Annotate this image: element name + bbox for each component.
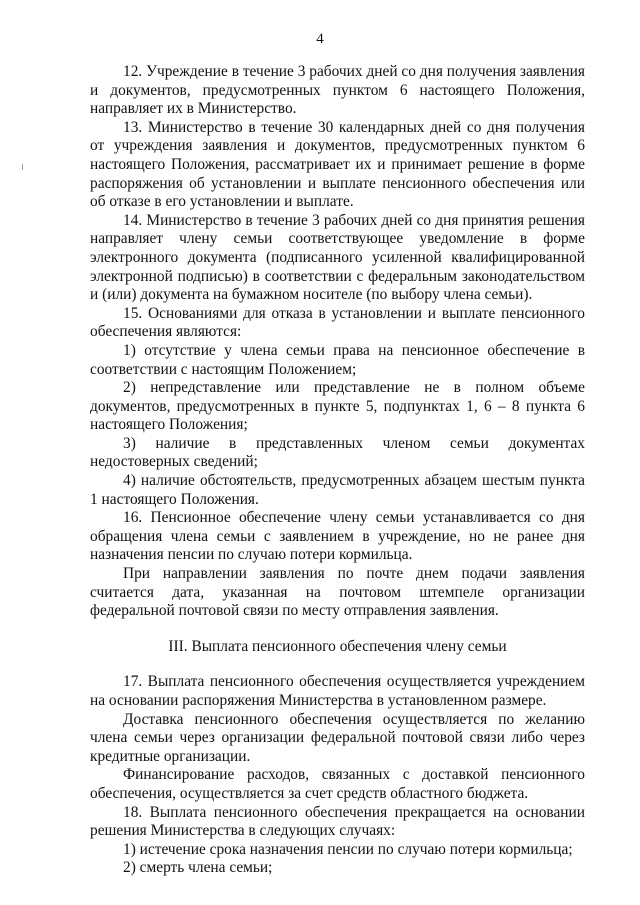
paragraph-18-item-1: 1) истечение срока назначения пенсии по случаю потери кормильца;: [123, 840, 573, 858]
paragraph-15: 15. Основаниями для отказа в установлении и выплате пенсионного обеспечения являются:: [90, 304, 585, 341]
paragraph-18-item-2: 2) смерть члена семьи;: [123, 859, 273, 877]
paragraph-15-item-4: 4) наличие обстоятельств, предусмотренных абзацем шестым пункта 1 настоящего Положения.: [90, 472, 585, 508]
paragraph-12: 12. Учреждение в течение 3 рабочих дней со дня получения заявления и документов, предусмотренных пунктом 6 настоящего Положения, направляет их в Министерство.: [90, 63, 585, 118]
paragraph-15-item-2: 2) непредставление или представление не в полном объеме документов, предусмотренных в пункте 5, подпунктах 1, 6 – 8 пункта 6 настоящего Положения;: [90, 379, 585, 434]
paragraph-14: 14. Министерство в течение 3 рабочих дней со дня принятия решения направляет члену семьи соответствующее уведомление в форме электронного документа (подписанного усиленной квалифицированной электронной подписью) в соответствии с федеральным законодательством и (или) документа на бумажном носителе (по выбору члена семьи).: [90, 211, 585, 304]
paragraph-15-item-3: 3) наличие в представленных членом семьи документах недостоверных сведений;: [90, 434, 585, 471]
scan-artifact-mark: [22, 164, 23, 170]
paragraph-15-item-1: 1) отсутствие у члена семьи права на пенсионное обеспечение в соответствии с настоящим Положением;: [90, 341, 585, 378]
paragraph-18: 18. Выплата пенсионного обеспечения прекращается на основании решения Министерства в следующих случаях:: [90, 803, 585, 840]
paragraph-16: 16. Пенсионное обеспечение члену семьи устанавливается со дня обращения члена семьи с заявлением в учреждение, но не ранее дня назначения пенсии по случаю потери кормильца.: [90, 509, 585, 564]
paragraph-16-mail: При направлении заявления по почте днем подачи заявления считается дата, указанная на почтовом штемпеле организации федеральной почтовой связи по месту отправления заявления.: [90, 565, 585, 620]
paragraph-17-delivery: Доставка пенсионного обеспечения осуществляется по желанию члена семьи через организации федеральной почтовой связи либо через кредитные организации.: [90, 710, 585, 765]
page-number: 4: [316, 31, 324, 47]
paragraph-17-financing: Финансирование расходов, связанных с доставкой пенсионного обеспечения, осуществляется за счет средств областного бюджета.: [90, 766, 585, 802]
paragraph-17: 17. Выплата пенсионного обеспечения осуществляется учреждением на основании распоряжения Министерства в установленном размере.: [90, 673, 585, 709]
section-heading-iii: III. Выплата пенсионного обеспечения члену семьи: [168, 637, 507, 655]
document-body: [90, 63, 585, 878]
paragraph-13: 13. Министерство в течение 30 календарных дней со дня получения от учреждения заявления и документов, предусмотренных пунктом 6 настоящего Положения, рассматривает их и принимает решение в форме распоряжения об установлении и выплате пенсионного обеспечения или об отказе в его установлении и выплате.: [90, 118, 585, 211]
